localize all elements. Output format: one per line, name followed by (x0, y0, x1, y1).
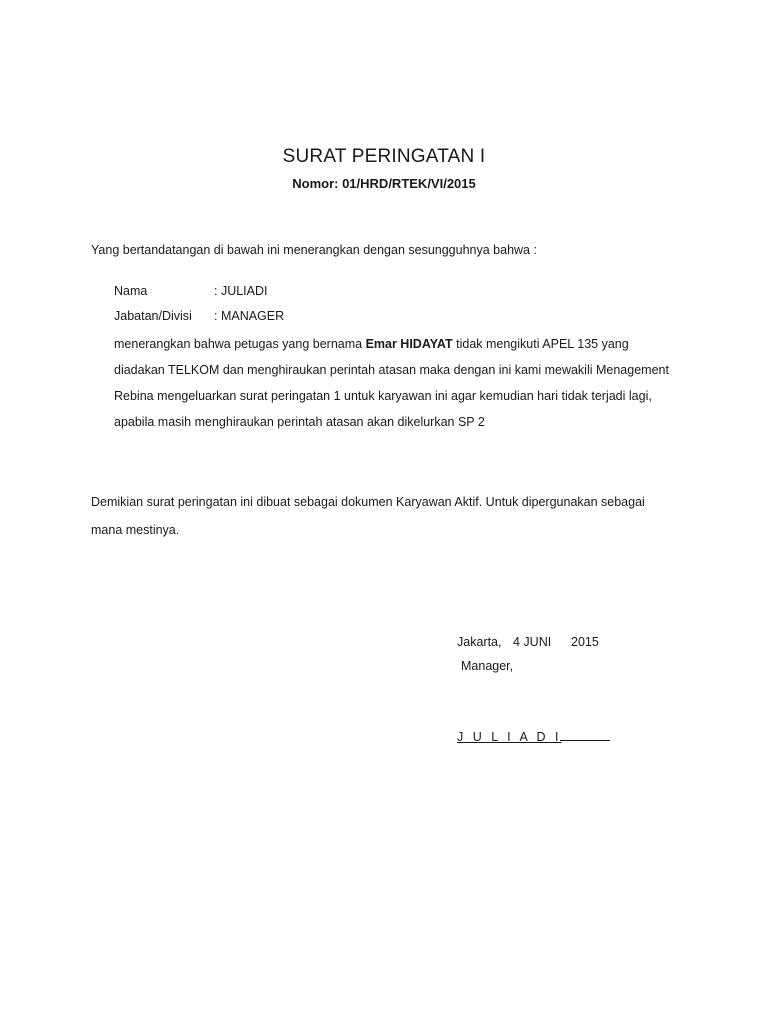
place-date (457, 635, 599, 649)
closing-line-2: mana mestinya. (91, 523, 180, 537)
intro-text: Yang bertandatangan di bawah ini menerangkan dengan sesungguhnya bahwa : (91, 243, 537, 257)
signature-year: 2015 (571, 635, 599, 649)
nama-label: Nama (114, 284, 148, 298)
letter-number: Nomor: 01/HRD/RTEK/VI/2015 (292, 176, 476, 191)
closing-line-1: Demikian surat peringatan ini dibuat sebagai dokumen Karyawan Aktif. Untuk dipergunakan sebagai (91, 495, 645, 509)
letter-title: SURAT PERINGATAN I (282, 146, 486, 167)
signer-block (457, 728, 610, 744)
body-line-1 (114, 331, 674, 357)
body-line-3: Rebina mengeluarkan surat peringatan 1 untuk karyawan ini agar kemudian hari tidak terjadi lagi, (114, 389, 652, 403)
body-line-4: apabila masih menghiraukan perintah atasan akan dikelurkan SP 2 (114, 415, 485, 429)
field-row-jabatan (114, 308, 284, 324)
jabatan-label: Jabatan/Divisi (114, 309, 192, 323)
closing-paragraph (91, 488, 691, 544)
field-row-nama (114, 283, 268, 299)
body-line-1-start: menerangkan bahwa petugas yang bernama (114, 337, 366, 351)
signer-position: Manager, (461, 659, 514, 673)
body-paragraph (114, 331, 674, 435)
jabatan-value: : MANAGER (214, 309, 285, 323)
signature-city: Jakarta, (457, 635, 502, 649)
signer-name: J U L I A D I (457, 730, 562, 744)
nama-value: : JULIADI (214, 284, 268, 298)
body-line-1-end: tidak mengikuti APEL 135 yang (452, 337, 629, 351)
body-line-2: diadakan TELKOM dan menghiraukan perintah atasan maka dengan ini kami mewakili Menagement (114, 363, 669, 377)
signature-date: 4 JUNI (513, 635, 552, 649)
employee-name: Emar HIDAYAT (365, 337, 453, 351)
signature-underline (560, 728, 610, 741)
